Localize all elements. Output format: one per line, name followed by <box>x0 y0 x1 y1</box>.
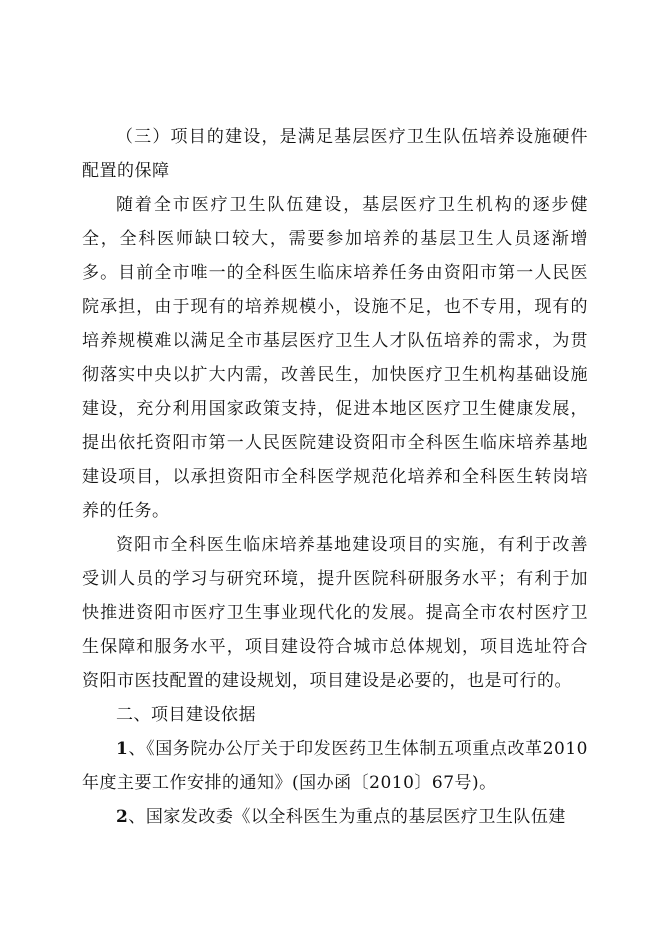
section-2-heading: 二、项目建设依据 <box>116 705 256 725</box>
basis-item-1-number: 1 <box>116 739 129 759</box>
section-3-heading: （三）项目的建设，是满足基层医疗卫生队伍培养设施硬件配置的保障 <box>82 127 588 181</box>
section-3-paragraph-1: 随着全市医疗卫生队伍建设，基层医疗卫生机构的逐步健全，全科医师缺口较大，需要参加培养的基层卫生人员逐渐增多。目前全市唯一的全科医生临床培养任务由资阳市第一人民医院承担，由于现有的培养规模小，设施不足，也不专用，现有的培养规模难以满足全市基层医疗卫生人才队伍培养的需求，为贯彻落实中央以扩大内需，改善民生，加快医疗卫生机构基础设施建设，充分利用国家政策支持，促进本地区医疗卫生健康发展，提出依托资阳市第一人民医院建设资阳市全科医生临床培养基地建设项目，以承担资阳市全科医学规范化培养和全科医生转岗培养的任务。 <box>82 195 588 521</box>
section-3-paragraph-2: 资阳市全科医生临床培养基地建设项目的实施，有利于改善受训人员的学习与研究环境，提升医院科研服务水平；有利于加快推进资阳市医疗卫生事业现代化的发展。提高全市农村医疗卫生保障和服务水平，项目建设符合城市总体规划，项目选址符合资阳市医技配置的建设规划，项目建设是必要的，也是可行的。 <box>82 535 588 691</box>
document-body <box>82 120 588 834</box>
basis-item-1 <box>82 732 588 800</box>
basis-item-2-number: 2 <box>116 807 129 827</box>
basis-item-2-text: 、国家发改委《以全科医生为重点的基层医疗卫生队伍建 <box>128 807 566 827</box>
basis-item-1-text: 、《国务院办公厅关于印发医药卫生体制五项重点改革2010年度主要工作安排的通知》(国办函〔2010〕67号)。 <box>82 739 588 793</box>
basis-item-2 <box>82 800 588 834</box>
